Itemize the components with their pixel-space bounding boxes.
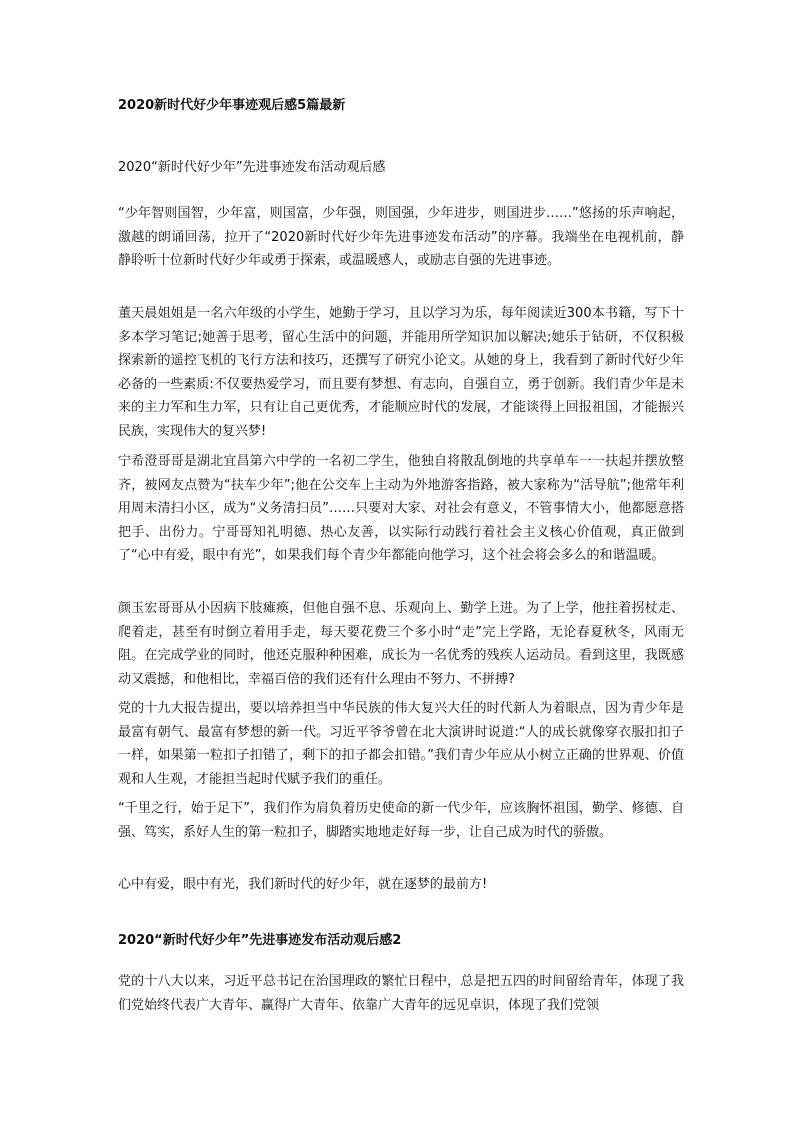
- paragraph: 颜玉宏哥哥从小因病下肢瘫痪，但他自强不息、乐观向上、勤学上进。为了上学，他拄着拐杖走、爬着走，甚至有时倒立着用手走，每天要花费三个多小时“走”完上学路，无论春夏秋冬，风雨无阻。在完成学业的同时，他还克服种种困难，成长为一名优秀的残疾人运动员。看到这里，我既感动又震撼，和他相比，幸福百倍的我们还有什么理由不努力、不拼搏?: [118, 601, 684, 687]
- section-heading: 2020“新时代好少年”先进事迹发布活动观后感: [118, 160, 386, 175]
- document-title: 2020新时代好少年事迹观后感5篇最新: [118, 98, 346, 113]
- paragraph: 董天晨姐姐是一名六年级的小学生，她勤于学习，且以学习为乐，每年阅读近300本书籍，写下十多本学习笔记;她善于思考，留心生活中的问题，并能用所学知识加以解决;她乐于钻研，不仅积极探索新的遥控飞机的飞行方法和技巧，还撰写了研究小论文。从她的身上，我看到了新时代好少年必备的一些素质:不仅要热爱学习，而且要有梦想、有志向，自强自立，勇于创新。我们青少年是未来的主力军和生力军，只有让自己更优秀，才能顺应时代的发展，才能谈得上回报祖国，才能振兴民族，实现伟大的复兴梦!: [118, 306, 684, 439]
- paragraph: 党的十八大以来，习近平总书记在治国理政的繁忙日程中，总是把五四的时间留给青年，体现了我们党始终代表广大青年、赢得广大青年、依靠广大青年的远见卓识，体现了我们党领: [118, 974, 684, 1013]
- section-heading: 2020“新时代好少年”先进事迹发布活动观后感2: [118, 933, 402, 948]
- paragraph: 宁希澄哥哥是湖北宜昌第六中学的一名初二学生，他独自将散乱倒地的共享单车一一扶起并摆放整齐，被网友点赞为“扶车少年”;他在公交车上主动为外地游客指路，被大家称为“活导航”;他常年利用周末清扫小区，成为“义务清扫员”……只要对大家、对社会有意义，不管事情大小，他都愿意搭把手、出份力。宁哥哥知礼明德、热心友善，以实际行动践行着社会主义核心价值观，真正做到了“心中有爱，眼中有光”，如果我们每个青少年都能向他学习，这个社会将会多么的和谐温暖。: [118, 454, 684, 563]
- paragraph: “少年智则国智，少年富，则国富，少年强，则国强，少年进步，则国进步……”悠扬的乐声响起，激越的朗诵回荡，拉开了“2020新时代好少年先进事迹发布活动”的序幕。我端坐在电视机前，静静聆听十位新时代好少年或勇于探索，或温暖感人，或励志自强的先进事迹。: [118, 206, 684, 268]
- paragraph: 心中有爱，眼中有光，我们新时代的好少年，就在逐梦的最前方!: [118, 877, 488, 892]
- paragraph: 党的十九大报告提出，要以培养担当中华民族的伟大复兴大任的时代新人为着眼点，因为青少年是最富有朝气、最富有梦想的新一代。习近平爷爷曾在北大演讲时说道:“人的成长就像穿衣服扣扣子一样，如果第一粒扣子扣错了，剩下的扣子都会扣错。”我们青少年应从小树立正确的世界观、价值观和人生观，才能担当起时代赋予我们的重任。: [118, 701, 684, 787]
- paragraph: “千里之行，始于足下”，我们作为肩负着历史使命的新一代少年，应该胸怀祖国，勤学、修德、自强、笃实，系好人生的第一粒扣子，脚踏实地地走好每一步，让自己成为时代的骄傲。: [118, 801, 684, 840]
